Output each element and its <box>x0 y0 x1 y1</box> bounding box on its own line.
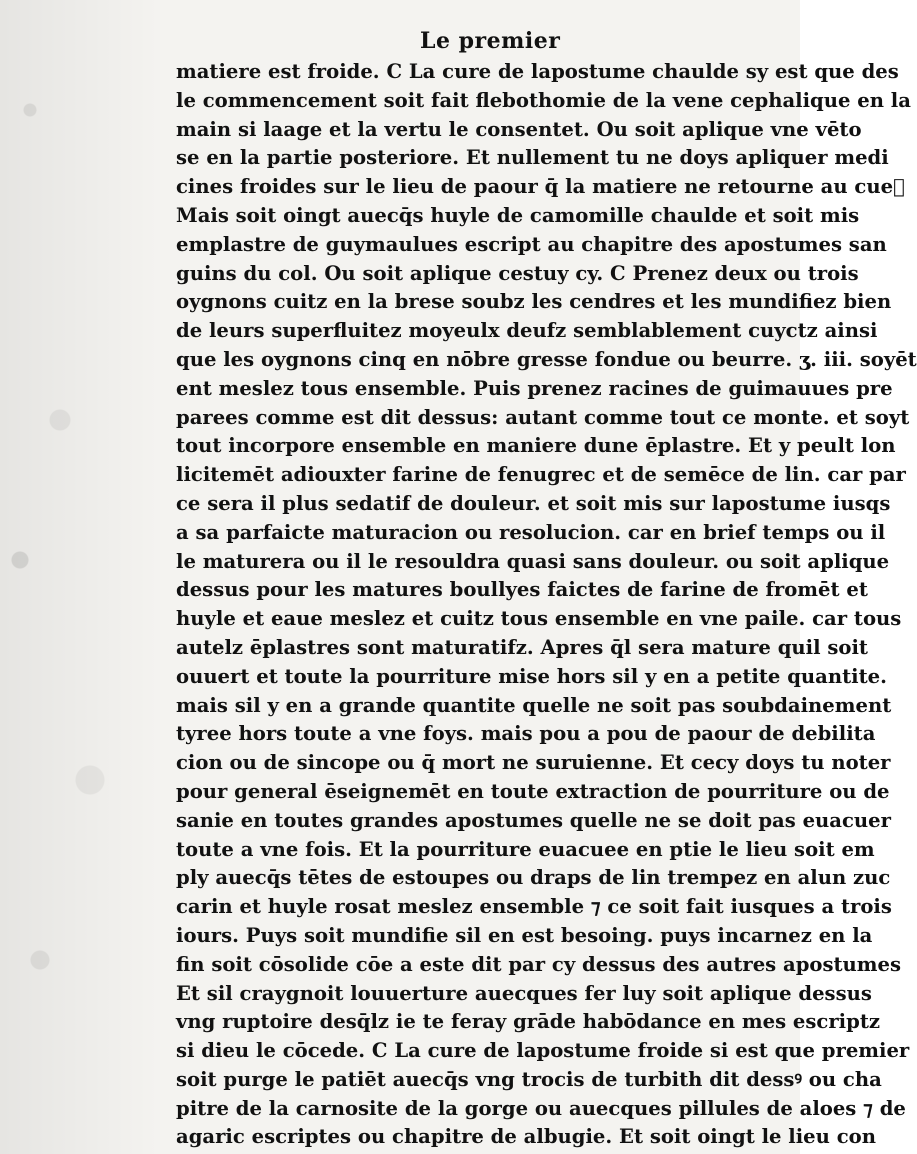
text-line: pitre de la carnosite de la gorge ou auecques pillules de aloes ⁊ de <box>176 1096 906 1120</box>
text-line: tyree hors toute a vne foys. mais pou a pou de paour de debilita <box>176 722 876 746</box>
text-line: carin et huyle rosat meslez ensemble ⁊ ce soit fait iusques a trois <box>176 895 892 919</box>
text-line: de leurs superfluitez moyeulx deufz semblablement cuyctz ainsi <box>176 319 878 343</box>
text-line: le commencement soit fait flebothomie de la vene cephalique en la <box>176 88 911 112</box>
text-line: que les oygnons cinq en nōbre gresse fondue ou beurre. ʒ. iii. soyēt <box>176 347 917 371</box>
text-line: huyle et eaue meslez et cuitz tous ensemble en vne paile. car tous <box>176 607 902 631</box>
running-head: Le premier <box>420 28 561 54</box>
text-line: cion ou de sincope ou q̄ mort ne suruienne. Et cecy doys tu noter <box>176 751 891 775</box>
page-margin-shading <box>0 0 160 1154</box>
text-line: fin soit cōsolide cōe a este dit par cy dessus des autres apostumes <box>176 952 902 976</box>
text-line: autelz ēplastres sont maturatifz. Apres q̄l sera mature quil soit <box>176 635 868 659</box>
text-line: dessus pour les matures boullyes faictes de farine de fromēt et <box>176 578 868 602</box>
text-line: licitemēt adiouxter farine de fenugrec et de semēce de lin. car par <box>176 463 906 487</box>
text-line: sanie en toutes grandes apostumes quelle ne se doit pas euacuer <box>176 808 891 832</box>
text-line: guins du col. Ou soit aplique cestuy cy. C Prenez deux ou trois <box>176 261 859 285</box>
text-line: ent meslez tous ensemble. Puis prenez racines de guimauues pre <box>176 376 893 400</box>
text-line: soit purge le patiēt auecq̄s vng trocis de turbith dit dessꝰ ou cha <box>176 1067 882 1091</box>
text-line: mais sil y en a grande quantite quelle ne soit pas soubdainement <box>176 693 892 717</box>
text-line: main si laage et la vertu le consentet. Ou soit aplique vne vēto <box>176 117 862 141</box>
text-line: vng ruptoire desq̄lz ie te feray grāde habōdance en mes escriptz <box>176 1010 881 1034</box>
text-line: si dieu le cōcede. C La cure de lapostume froide si est que premier <box>176 1039 910 1063</box>
text-line: matiere est froide. C La cure de lapostume chaulde sy est que des <box>176 60 899 83</box>
text-line: ce sera il plus sedatif de douleur. et soit mis sur lapostume iusqs <box>176 491 891 515</box>
body-text <box>176 58 917 1152</box>
text-line: le maturera ou il le resouldra quasi sans douleur. ou soit aplique <box>176 549 890 573</box>
text-line: ply auecq̄s tētes de estoupes ou draps de lin trempez en alun zuc <box>176 866 891 890</box>
text-line: toute a vne fois. Et la pourriture euacuee en ptie le lieu soit em <box>176 837 875 861</box>
text-line: parees comme est dit dessus: autant comme tout ce monte. et soyt <box>176 405 910 429</box>
text-line: agaric escriptes ou chapitre de albugie. Et soit oingt le lieu con <box>176 1125 876 1149</box>
text-line: iours. Puys soit mundifie sil en est besoing. puys incarnez en la <box>176 923 873 947</box>
text-line: Et sil craygnoit louuerture auecques fer luy soit aplique dessus <box>176 981 872 1005</box>
text-line: emplastre de guymaulues escript au chapitre des apostumes san <box>176 232 887 256</box>
text-line: oygnons cuitz en la brese soubz les cendres et les mundifiez bien <box>176 290 892 314</box>
text-line: Mais soit oingt auecq̄s huyle de camomille chaulde et soit mis <box>176 203 860 227</box>
text-line: cines froides sur le lieu de paour q̄ la matiere ne retourne au cueᷣ <box>176 175 905 199</box>
text-line: a sa parfaicte maturacion ou resolucion. car en brief temps ou il <box>176 520 886 544</box>
text-line: tout incorpore ensemble en maniere dune ēplastre. Et y peult lon <box>176 434 896 458</box>
text-line: se en la partie posteriore. Et nullement tu ne doys apliquer medi <box>176 146 889 170</box>
text-line: ouuert et toute la pourriture mise hors sil y en a petite quantite. <box>176 664 887 688</box>
text-line: pour general ēseignemēt en toute extraction de pourriture ou de <box>176 779 890 803</box>
